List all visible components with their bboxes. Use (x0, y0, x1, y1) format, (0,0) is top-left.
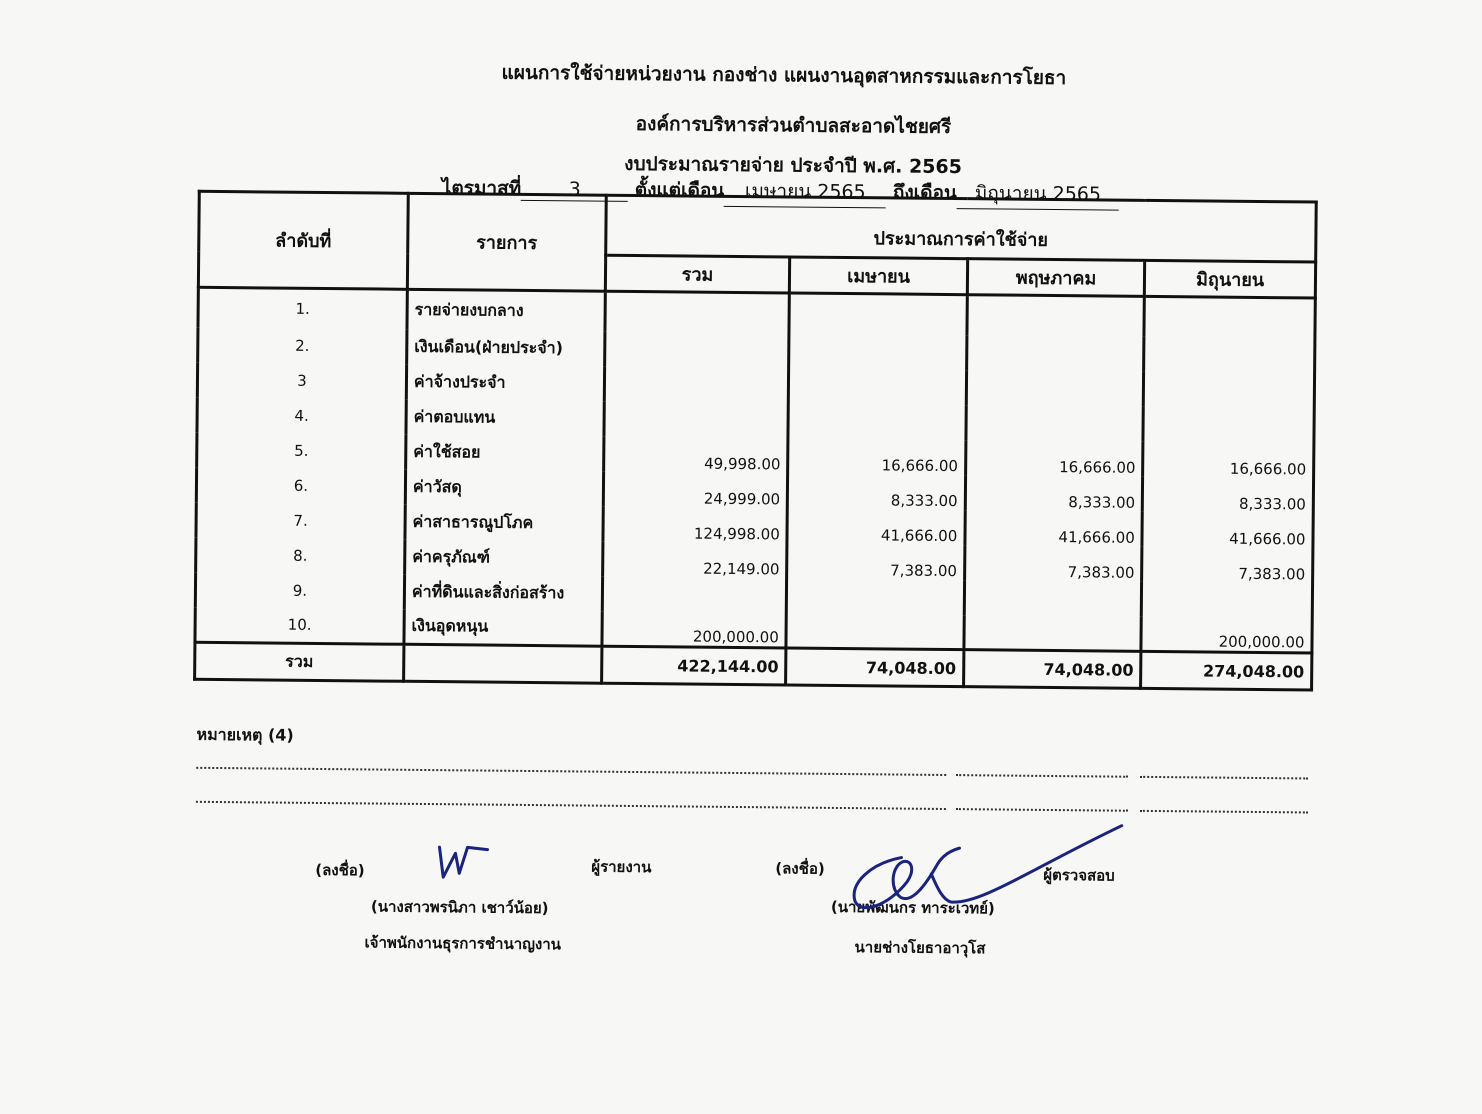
left-role: ผู้รายงาน (591, 857, 652, 877)
right-sign-label: (ลงชื่อ) (775, 859, 825, 878)
row-june (1142, 581, 1313, 618)
right-role: ผู้ตรวจสอบ (1043, 865, 1115, 885)
sum-total: 422,144.00 (601, 646, 786, 685)
note-label: หมายเหตุ (4) (196, 724, 294, 745)
row-index: 6. (196, 467, 405, 504)
row-april (786, 613, 964, 650)
to-month: มิถุนายน 2565 (957, 178, 1119, 211)
row-may (966, 370, 1144, 407)
right-name: (นายพัฒนกร ทาระเวทย์) (830, 897, 995, 918)
row-may (964, 580, 1142, 617)
row-item: ค่าใช้สอย (406, 434, 604, 471)
budget-table (193, 190, 1318, 692)
row-item: ค่าที่ดินและสิ่งก่อสร้าง (404, 574, 602, 611)
row-may: 7,383.00 (964, 545, 1142, 582)
quarter-label: ไตรมาสที่ (441, 177, 522, 200)
row-may (964, 615, 1142, 652)
row-total: 22,149.00 (602, 541, 787, 578)
left-signature (431, 839, 491, 884)
left-sign-label: (ลงชื่อ) (315, 860, 365, 880)
quarter-value: 3 (521, 178, 628, 202)
from-label: ตั้งแต่เดือน (634, 178, 725, 202)
row-total (604, 366, 789, 403)
document-title: แผนการใช้จ่ายหน่วยงาน กองช่าง แผนงานอุตสาหกรรมและการโยธา (501, 61, 1067, 90)
note-line-2c (1140, 810, 1308, 814)
left-position: เจ้าพนักงานธุรการชำนาญงาน (364, 933, 562, 954)
col-group-header: ประมาณการค่าใช้จ่าย (605, 195, 1316, 262)
sum-april: 74,048.00 (786, 648, 964, 687)
organization-name: องค์การบริหารส่วนตำบลสะอาดไชยศรี (635, 112, 952, 139)
fiscal-year: งบประมาณรายจ่าย ประจำปี พ.ศ. 2565 (624, 152, 962, 179)
sum-item (404, 644, 602, 683)
note-line-2b (956, 808, 1128, 812)
row-item: ค่าสาธารณูปโภค (405, 504, 603, 541)
row-april (789, 333, 967, 370)
note-line-1b (956, 774, 1128, 778)
row-total: 49,998.00 (603, 436, 788, 473)
col-item-header: รายการ (407, 193, 606, 291)
row-index: 1. (198, 287, 407, 329)
col-total-header: รวม (605, 255, 790, 293)
col-index-header: ลำดับที่ (198, 191, 408, 289)
from-month: เมษายน 2565 (724, 176, 886, 209)
row-may (966, 335, 1144, 372)
row-may: 8,333.00 (965, 475, 1143, 512)
col-april-header: เมษายน (790, 257, 968, 295)
row-index: 8. (196, 537, 405, 574)
row-index: 10. (195, 607, 404, 644)
right-position: นายช่างโยธาอาวุโส (854, 938, 986, 958)
left-name: (นางสาวพรนิภา เชาว์น้อย) (370, 897, 549, 918)
row-total (604, 331, 789, 368)
row-april (789, 368, 967, 405)
row-may: 41,666.00 (965, 510, 1143, 547)
row-total: 124,998.00 (603, 506, 788, 543)
row-item: เงินเดือน(ฝ่ายประจำ) (407, 329, 605, 366)
row-item: รายจ่ายงบกลาง (407, 289, 605, 331)
row-index: 9. (195, 572, 404, 609)
row-index: 2. (198, 327, 407, 364)
col-june-header: มิถุนายน (1145, 260, 1316, 298)
row-item: ค่าครุภัณฑ์ (405, 539, 603, 576)
row-total (604, 401, 789, 438)
row-june: 7,383.00 (1142, 546, 1313, 583)
row-april (789, 293, 967, 335)
row-april: 8,333.00 (788, 473, 966, 510)
row-may: 16,666.00 (965, 440, 1143, 477)
row-total: 24,999.00 (603, 471, 788, 508)
sum-label: รวม (195, 642, 404, 681)
row-april: 7,383.00 (787, 543, 965, 580)
row-total (605, 291, 790, 333)
row-june: 8,333.00 (1143, 476, 1314, 513)
row-april: 16,666.00 (788, 438, 966, 475)
row-june: 41,666.00 (1142, 511, 1313, 548)
row-index: 3 (197, 362, 406, 399)
row-index: 4. (197, 397, 406, 434)
row-item: ค่าตอบแทน (406, 399, 604, 436)
row-item: เงินอุดหนุน (404, 609, 602, 646)
note-line-1a (196, 767, 946, 776)
note-line-1c (1140, 776, 1308, 780)
row-june: 16,666.00 (1143, 441, 1314, 478)
row-april (788, 403, 966, 440)
row-index: 7. (196, 502, 405, 539)
col-may-header: พฤษภาคม (967, 259, 1145, 297)
row-april: 41,666.00 (787, 508, 965, 545)
row-may (966, 405, 1144, 442)
row-index: 5. (197, 432, 406, 469)
row-total: 200,000.00 (602, 611, 787, 648)
row-june (1144, 336, 1315, 373)
row-june (1143, 406, 1314, 443)
to-label: ถึงเดือน (892, 181, 958, 205)
sum-june: 274,048.00 (1141, 651, 1312, 690)
sum-may: 74,048.00 (963, 650, 1141, 689)
row-june (1144, 371, 1315, 408)
row-may (967, 295, 1145, 337)
note-line-2a (196, 801, 946, 810)
row-june: 200,000.00 (1141, 616, 1312, 653)
row-total (602, 576, 787, 613)
row-june (1144, 296, 1315, 338)
row-april (787, 578, 965, 615)
row-item: ค่าจ้างประจำ (406, 364, 604, 401)
row-item: ค่าวัสดุ (405, 469, 603, 506)
right-signature (831, 817, 1132, 930)
